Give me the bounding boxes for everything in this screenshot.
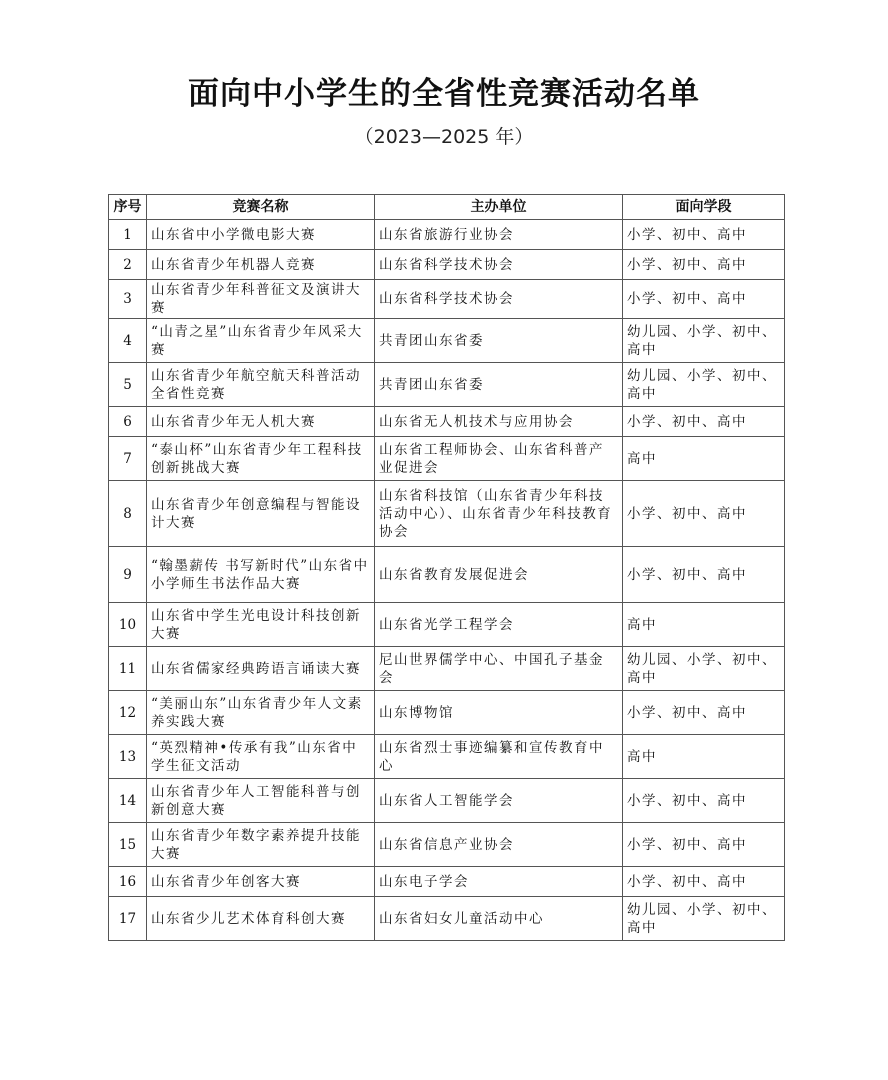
school-level: 小学、初中、高中 [623, 250, 785, 280]
table-row [109, 250, 785, 280]
school-level: 高中 [623, 603, 785, 647]
school-level: 小学、初中、高中 [623, 691, 785, 735]
table-row [109, 867, 785, 897]
organizer-name: 山东省信息产业协会 [375, 823, 623, 867]
row-number: 12 [109, 691, 147, 735]
table-row [109, 691, 785, 735]
competition-name: 山东省中小学微电影大赛 [147, 220, 375, 250]
row-number: 11 [109, 647, 147, 691]
competition-name: 山东省青少年创客大赛 [147, 867, 375, 897]
competition-name: “泰山杯”山东省青少年工程科技创新挑战大赛 [147, 437, 375, 481]
row-number: 4 [109, 319, 147, 363]
competition-table [108, 194, 785, 941]
row-number: 9 [109, 547, 147, 603]
table-row [109, 647, 785, 691]
row-number: 3 [109, 280, 147, 319]
organizer-name: 山东省工程师协会、山东省科普产业促进会 [375, 437, 623, 481]
row-number: 5 [109, 363, 147, 407]
table-body [109, 220, 785, 941]
school-level: 小学、初中、高中 [623, 280, 785, 319]
competition-name: “英烈精神•传承有我”山东省中学生征文活动 [147, 735, 375, 779]
header-organizer: 主办单位 [375, 195, 623, 220]
organizer-name: 山东省妇女儿童活动中心 [375, 897, 623, 941]
organizer-name: 尼山世界儒学中心、中国孔子基金会 [375, 647, 623, 691]
school-level: 幼儿园、小学、初中、高中 [623, 319, 785, 363]
competition-name: 山东省青少年数字素养提升技能大赛 [147, 823, 375, 867]
table-row [109, 735, 785, 779]
competition-name: 山东省青少年机器人竞赛 [147, 250, 375, 280]
table-row [109, 280, 785, 319]
page-subtitle: （2023—2025 年） [354, 126, 534, 148]
organizer-name: 山东电子学会 [375, 867, 623, 897]
row-number: 2 [109, 250, 147, 280]
competition-name: “翰墨薪传 书写新时代”山东省中小学师生书法作品大赛 [147, 547, 375, 603]
school-level: 高中 [623, 735, 785, 779]
organizer-name: 山东省科学技术协会 [375, 250, 623, 280]
table-row [109, 481, 785, 547]
school-level: 小学、初中、高中 [623, 407, 785, 437]
school-level: 小学、初中、高中 [623, 220, 785, 250]
table-row [109, 363, 785, 407]
organizer-name: 山东省教育发展促进会 [375, 547, 623, 603]
row-number: 13 [109, 735, 147, 779]
competition-name: 山东省中学生光电设计科技创新大赛 [147, 603, 375, 647]
competition-name: 山东省青少年人工智能科普与创新创意大赛 [147, 779, 375, 823]
row-number: 10 [109, 603, 147, 647]
school-level: 小学、初中、高中 [623, 867, 785, 897]
header-level: 面向学段 [623, 195, 785, 220]
organizer-name: 山东省人工智能学会 [375, 779, 623, 823]
row-number: 8 [109, 481, 147, 547]
page-title: 面向中小学生的全省性竞赛活动名单 [188, 76, 700, 112]
organizer-name: 山东省科技馆（山东省青少年科技活动中心）、山东省青少年科技教育协会 [375, 481, 623, 547]
table-row [109, 779, 785, 823]
row-number: 16 [109, 867, 147, 897]
competition-name: 山东省少儿艺术体育科创大赛 [147, 897, 375, 941]
competition-name: 山东省青少年创意编程与智能设计大赛 [147, 481, 375, 547]
school-level: 小学、初中、高中 [623, 547, 785, 603]
school-level: 高中 [623, 437, 785, 481]
organizer-name: 山东省烈士事迹编纂和宣传教育中心 [375, 735, 623, 779]
row-number: 6 [109, 407, 147, 437]
table-row [109, 603, 785, 647]
organizer-name: 山东博物馆 [375, 691, 623, 735]
school-level: 幼儿园、小学、初中、高中 [623, 897, 785, 941]
organizer-name: 共青团山东省委 [375, 319, 623, 363]
school-level: 小学、初中、高中 [623, 481, 785, 547]
table-row [109, 319, 785, 363]
competition-name: 山东省青少年科普征文及演讲大赛 [147, 280, 375, 319]
header-no: 序号 [109, 195, 147, 220]
header-name: 竞赛名称 [147, 195, 375, 220]
row-number: 15 [109, 823, 147, 867]
competition-name: 山东省青少年无人机大赛 [147, 407, 375, 437]
organizer-name: 山东省无人机技术与应用协会 [375, 407, 623, 437]
row-number: 17 [109, 897, 147, 941]
organizer-name: 山东省光学工程学会 [375, 603, 623, 647]
table-row [109, 823, 785, 867]
row-number: 14 [109, 779, 147, 823]
row-number: 7 [109, 437, 147, 481]
table-row [109, 407, 785, 437]
organizer-name: 共青团山东省委 [375, 363, 623, 407]
organizer-name: 山东省旅游行业协会 [375, 220, 623, 250]
competition-name: “美丽山东”山东省青少年人文素养实践大赛 [147, 691, 375, 735]
table-header-row [109, 195, 785, 220]
school-level: 幼儿园、小学、初中、高中 [623, 363, 785, 407]
competition-name: “山青之星”山东省青少年风采大赛 [147, 319, 375, 363]
table-row [109, 547, 785, 603]
organizer-name: 山东省科学技术协会 [375, 280, 623, 319]
competition-name: 山东省儒家经典跨语言诵读大赛 [147, 647, 375, 691]
school-level: 幼儿园、小学、初中、高中 [623, 647, 785, 691]
table-row [109, 437, 785, 481]
table-row [109, 220, 785, 250]
school-level: 小学、初中、高中 [623, 823, 785, 867]
row-number: 1 [109, 220, 147, 250]
table-row [109, 897, 785, 941]
competition-name: 山东省青少年航空航天科普活动全省性竞赛 [147, 363, 375, 407]
school-level: 小学、初中、高中 [623, 779, 785, 823]
